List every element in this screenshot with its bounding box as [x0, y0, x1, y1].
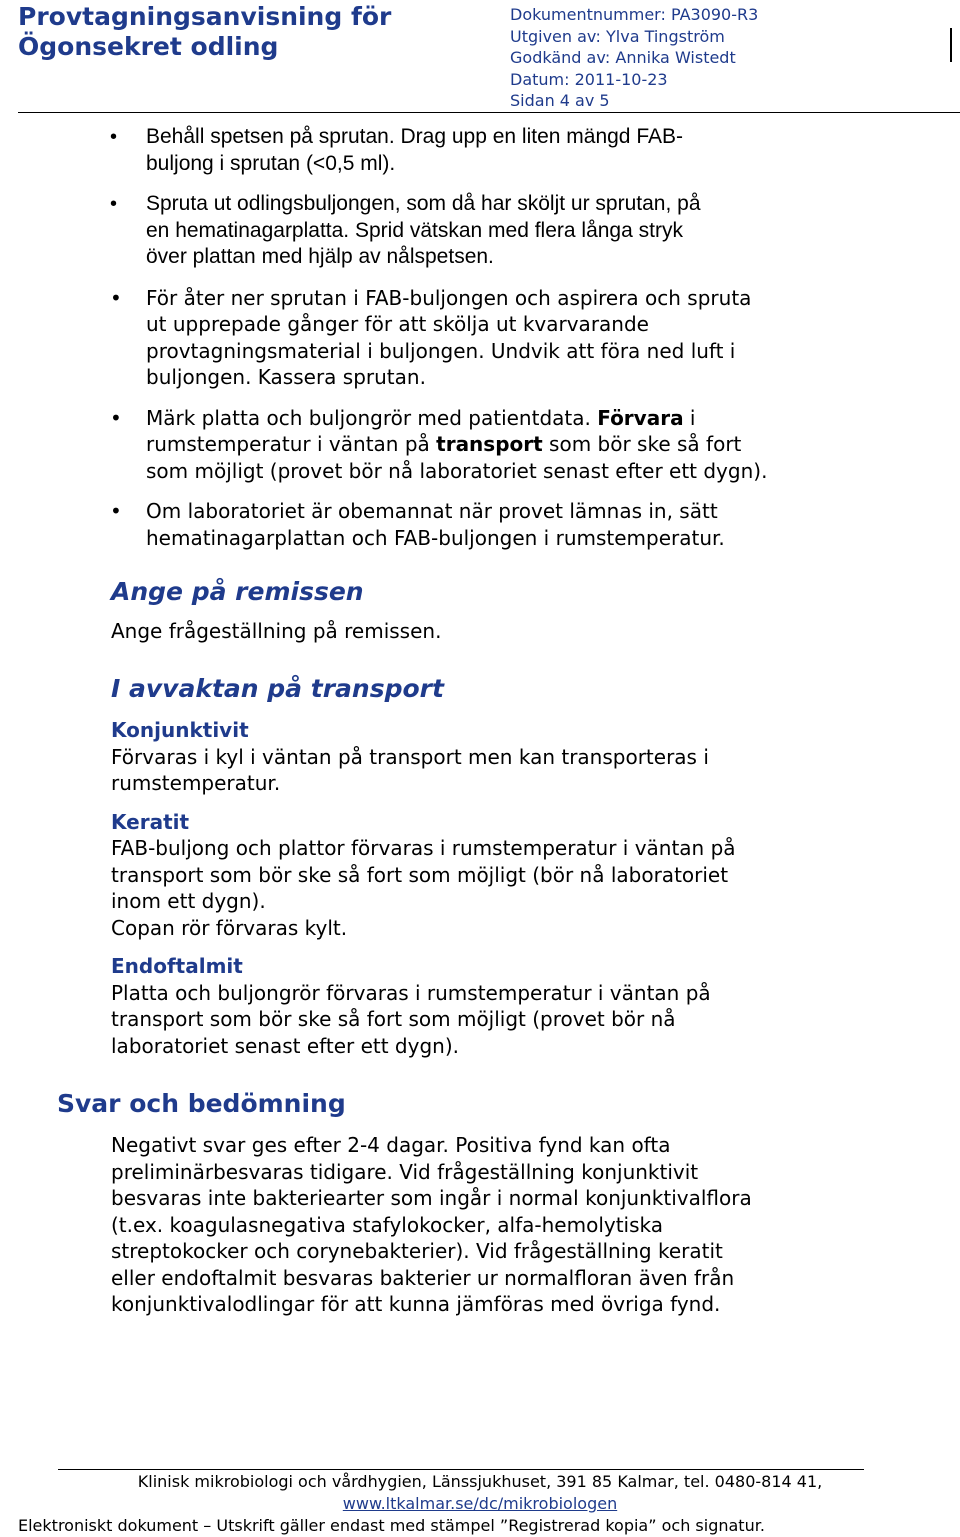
bullet-icon: • [110, 126, 118, 148]
remiss-section [0, 577, 960, 645]
page-number: Sidan 4 av 5 [510, 91, 610, 110]
corner-mark [950, 28, 960, 62]
emphasis: transport [436, 432, 543, 456]
section-heading: Svar och bedömning [57, 1089, 346, 1118]
list-item: • Behåll spetsen på sprutan. Drag upp en liten mängd FAB- buljong i sprutan (<0,5 ml). [110, 125, 683, 175]
bullet-icon: • [110, 405, 122, 430]
emphasis: Förvara [597, 405, 684, 430]
paragraph: Ange frågeställning på remissen. [111, 619, 442, 643]
document-header [0, 0, 960, 112]
bullet-icon: • [110, 499, 122, 523]
title-line: Ögonsekret odling [18, 32, 279, 61]
section-heading: I avvaktan på transport [111, 674, 444, 703]
list-item: • För åter ner sprutan i FAB-buljongen och aspirera och spruta ut upprepade gånger för att skölja ut kvarvarande provtagningsmaterial i buljongen. Undvik att föra ned luft i buljongen. Kassera sprutan. [110, 285, 752, 389]
subheading: Endoftalmit [111, 954, 243, 978]
bullet-icon: • [110, 193, 118, 215]
approved-by: Godkänd av: Annika Wistedt [510, 48, 736, 67]
bullet-icon: • [110, 285, 122, 310]
document-title [18, 2, 488, 62]
transport-section: I avvaktan på transport Konjunktivit Förvaras i kyl i väntan på transport men kan transporteras i rumstemperatur. Keratit FAB-buljong och plattor förvaras i rumstemperatur i väntan på transport som bör ske så fort som möjligt (bör nå laboratoriet inom ett dygn). Copan rör förvaras kylt. Endoftalmit Platta och buljongrör förvaras i rumstemperatur i väntan på transport som bör ske så fort som möjligt (provet bör nå laboratoriet senast efter ett dygn). [0, 674, 960, 1059]
website-link[interactable]: www.ltkalmar.se/dc/mikrobiologen [342, 1494, 618, 1513]
document-number: Dokumentnummer: PA3090-R3 [510, 5, 759, 24]
procedure-bullet-list [0, 124, 960, 565]
list-item: • Om laboratoriet är obemannat när provet lämnas in, sätt hematinagarplattan och FAB-buljongen i rumstemperatur. [110, 499, 725, 550]
footer-address: Klinisk mikrobiologi och vårdhygien, Länssjukhuset, 391 85 Kalmar, tel. 0480-814 41, [137, 1472, 823, 1491]
section-heading: Ange på remissen [111, 577, 364, 606]
document-metadata [510, 4, 758, 112]
title-line: Provtagningsanvisning för [18, 2, 392, 31]
header-divider [18, 112, 960, 113]
document-date: Datum: 2011-10-23 [510, 69, 668, 89]
footer-divider [58, 1469, 864, 1470]
subheading: Keratit [111, 809, 190, 834]
list-item: • Märk platta och buljongrör med patientdata. Förvara i rumstemperatur i väntan på transport som bör ske så fort som möjligt (provet bör nå laboratoriet senast efter ett dygn). [110, 405, 768, 483]
list-item: • Spruta ut odlingsbuljongen, som då har sköljt ur sprutan, på en hematinagarplatta. Sprid vätskan med flera långa stryk över plattan med hjälp av nålspetsen. [110, 192, 701, 268]
issued-by: Utgiven av: Ylva Tingström [510, 26, 725, 46]
footer-disclaimer: Elektroniskt dokument – Utskrift gäller endast med stämpel ”Registrerad kopia” och signatur. [18, 1516, 765, 1535]
subheading: Konjunktivit [111, 718, 249, 742]
page-footer [0, 1471, 960, 1537]
svar-section: Svar och bedömning Negativt svar ges efter 2-4 dagar. Positiva fynd kan ofta preliminärbesvaras tidigare. Vid frågeställning konjunktivit besvaras inte bakteriearter som ingår i normal konjunktivalflora (t.ex. koagulasnegativa stafylokocker, alfa-hemolytiska streptokocker och corynebakterier). Vid frågeställning keratit eller endoftalmit besvaras bakterier ur normalfloran även från konjunktivalodlingar för att kunna jämföras med övriga fynd. [0, 1089, 960, 1318]
